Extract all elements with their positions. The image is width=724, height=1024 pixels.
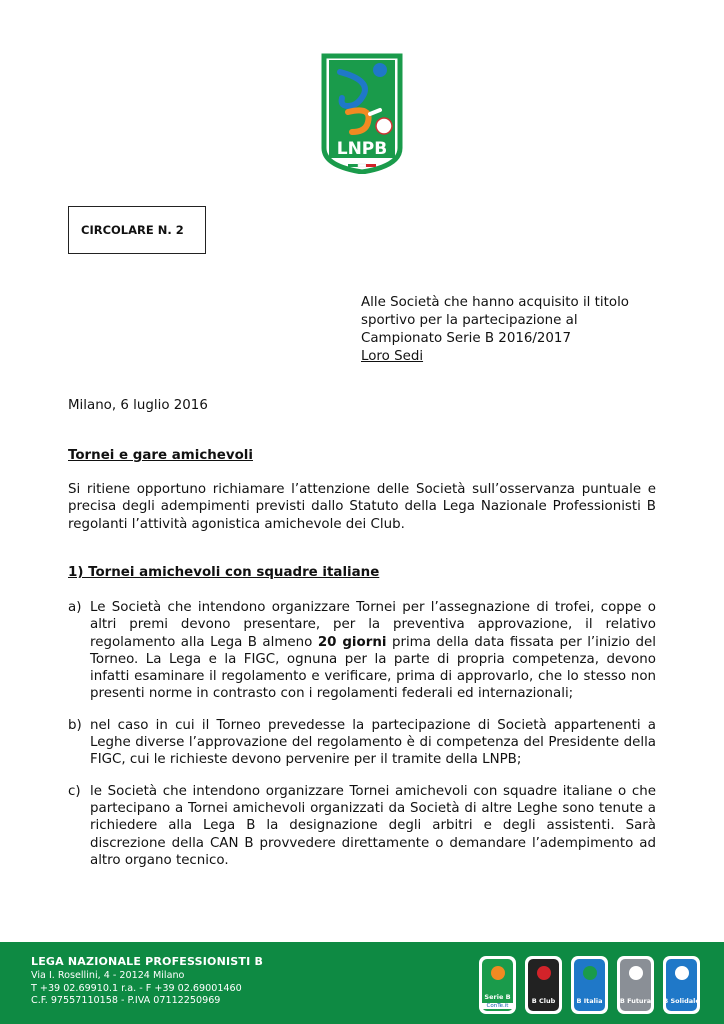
serie-b-logo-icon	[479, 956, 516, 1014]
brand-emblem-icon	[583, 966, 597, 980]
brand-label: B Futura	[619, 997, 652, 1005]
intro-paragraph: Si ritiene opportuno richiamare l’attenzione delle Società sull’osservanza puntuale e precisa degli adempimenti previsti dallo Statuto della Lega Nazionale Professionisti B regolanti l’attività agonistica amichevole dei Club.	[68, 482, 656, 532]
addressee-block	[361, 294, 661, 366]
footer-address: Via I. Rosellini, 4 - 20124 Milano	[31, 970, 185, 981]
footer-phone: T +39 02.69910.1 r.a. - F +39 02.69001460	[31, 983, 242, 994]
b-solidale-logo-icon	[663, 956, 700, 1014]
item-a-text: Le Società che intendono organizzare Tornei per l’assegnazione di trofei, coppe o altri premi devono presentare, per la preventiva approvazione, il relativo regolamento alla Lega B almeno	[90, 600, 656, 650]
b-club-logo-icon	[525, 956, 562, 1014]
b-futura-logo-icon	[617, 956, 654, 1014]
brand-label: Serie B	[484, 993, 511, 1001]
list-marker: a)	[68, 600, 82, 615]
brand-sponsor: ConTe.it	[482, 1003, 513, 1009]
circolare-box	[68, 206, 206, 254]
letter-date: Milano, 6 luglio 2016	[68, 398, 208, 413]
brand-emblem-icon	[629, 966, 643, 980]
footer-title: LEGA NAZIONALE PROFESSIONISTI B	[31, 955, 264, 968]
section-1-heading: 1) Tornei amichevoli con squadre italiane	[68, 565, 380, 580]
list-item-text	[90, 599, 656, 703]
addressee-line: sportivo per la partecipazione al	[361, 313, 578, 328]
rules-list	[68, 599, 656, 869]
brand-emblem-icon	[537, 966, 551, 980]
brand-label: B Italia	[576, 997, 603, 1005]
list-item-text: nel caso in cui il Torneo prevedesse la partecipazione di Società appartenenti a Leghe diverse l’approvazione del regolamento è di competenza del Presidente della FIGC, cui le richieste devono pervenire per il tramite della LNPB;	[90, 717, 656, 768]
list-item	[68, 599, 656, 703]
logo-text: LNPB	[336, 139, 388, 159]
circolare-number: CIRCOLARE N. 2	[81, 223, 184, 237]
list-item-text: le Società che intendono organizzare Tornei amichevoli con squadre italiane o che partecipano a Tornei amichevoli organizzati da Società di altre Leghe sono tenute a richiedere alla Lega B la designazione degli arbitri e degli assistenti. Sarà discrezione della CAN B provvedere direttamente o demandare l’adempimento ad altro organo tecnico.	[90, 783, 656, 868]
footer	[0, 942, 724, 1024]
b-italia-logo-icon	[571, 956, 608, 1014]
brand-logos	[479, 956, 700, 1014]
list-marker: b)	[68, 717, 82, 733]
list-item	[68, 783, 656, 869]
addressee-loro-sedi: Loro Sedi	[361, 349, 424, 364]
lnpb-logo-icon	[318, 50, 406, 174]
item-a-text-cont: prima della data fissata per l’inizio del Torneo. La Lega e la FIGC, ognuna per la parte di propria competenza, devono infatti esaminare il regolamento e verificare, prima di approvarlo, che lo stesso non presenti norme in contrasto con i regolamenti federali ed internazionali;	[90, 634, 656, 702]
list-item	[68, 717, 656, 769]
brand-label: B Solidale	[663, 997, 700, 1005]
brand-emblem-icon	[675, 966, 689, 980]
list-marker: c)	[68, 783, 81, 799]
brand-label: B Club	[531, 997, 556, 1005]
brand-emblem-icon	[491, 966, 505, 980]
addressee-line: Alle Società che hanno acquisito il titolo	[361, 295, 629, 310]
item-a-bold: 20 giorni	[317, 634, 387, 650]
footer-tax-ids: C.F. 97557110158 - P.IVA 07112250969	[31, 995, 221, 1006]
addressee-line: Campionato Serie B 2016/2017	[361, 331, 571, 346]
subject-heading: Tornei e gare amichevoli	[68, 448, 253, 463]
